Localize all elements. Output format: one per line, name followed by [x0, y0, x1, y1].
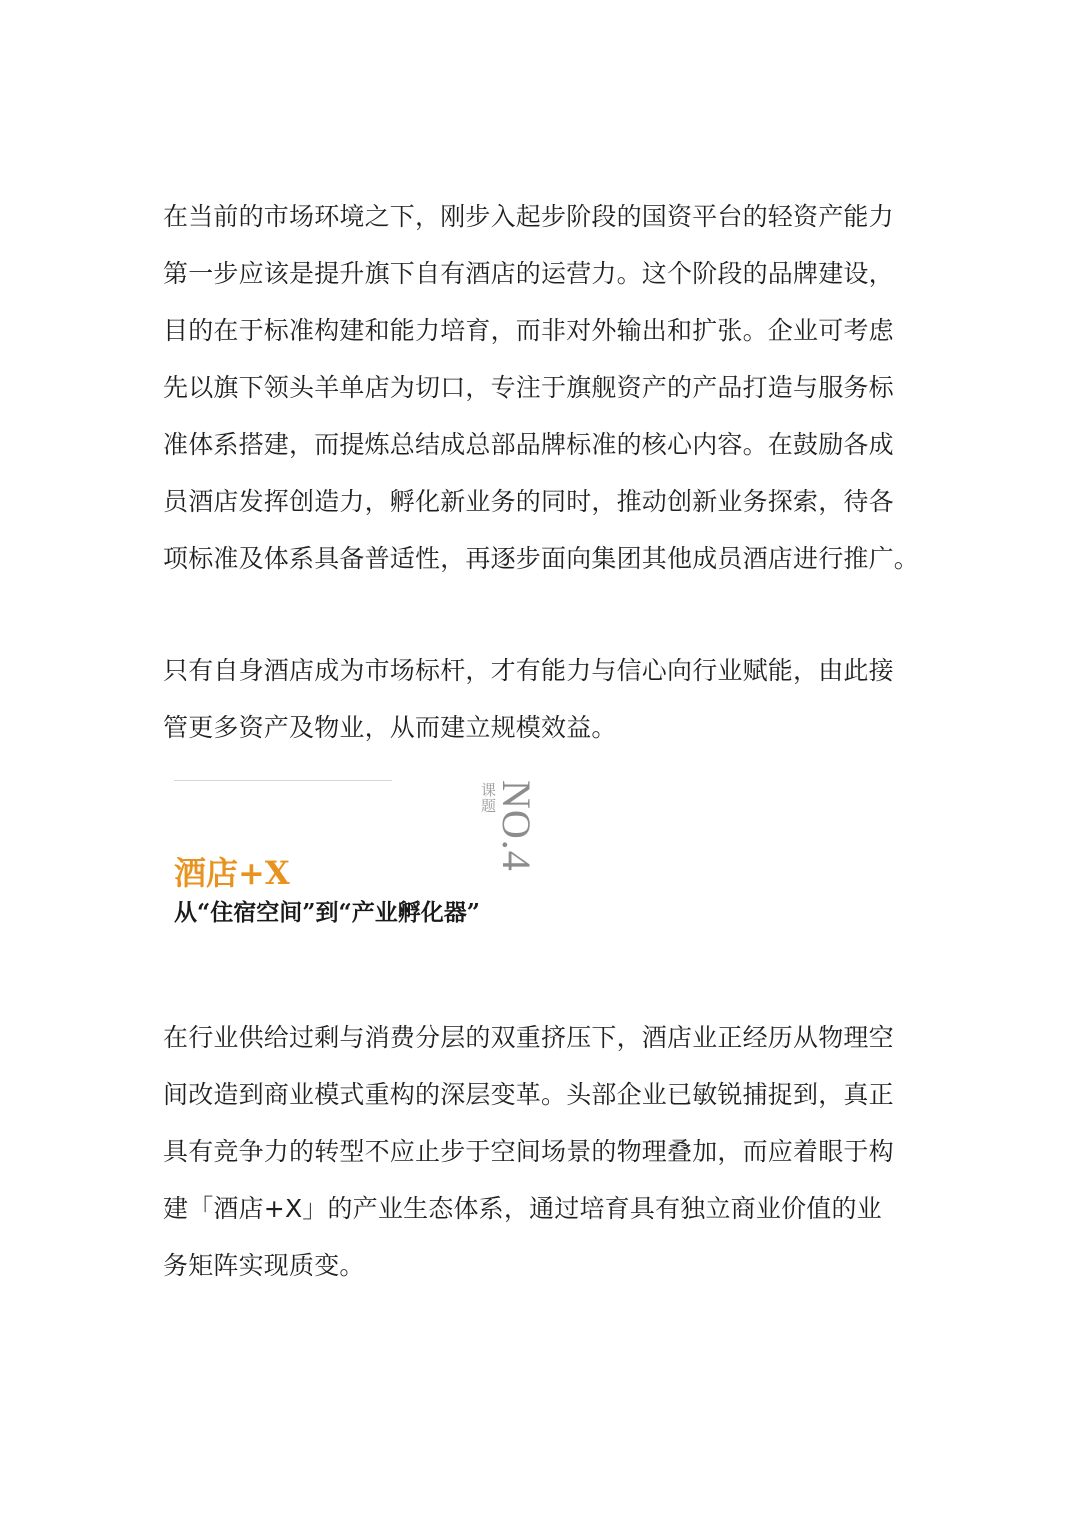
text-line: 务矩阵实现质变。	[163, 1251, 365, 1280]
text-line: 目的在于标准构建和能力培育，而非对外输出和扩张。企业可考虑	[163, 316, 894, 345]
text-line: 建「酒店+X」的产业生态体系，通过培育具有独立商业价值的业	[163, 1194, 882, 1223]
text-line: 先以旗下领头羊单店为切口，专注于旗舰资产的产品打造与服务标	[163, 373, 894, 402]
paragraph-hotel-x	[163, 1009, 923, 1294]
text-line: 只有自身酒店成为市场标杆，才有能力与信心向行业赋能，由此接	[163, 656, 894, 685]
text-line: 在当前的市场环境之下，刚步入起步阶段的国资平台的轻资产能力	[163, 202, 894, 231]
text-line: 管更多资产及物业，从而建立规模效益。	[163, 713, 617, 742]
text-line: 具有竞争力的转型不应止步于空间场景的物理叠加，而应着眼于构	[163, 1137, 894, 1166]
text-line: 项标准及体系具备普适性，再逐步面向集团其他成员酒店进行推广。	[163, 544, 920, 573]
text-line: 准体系搭建，而提炼总结成总部品牌标准的核心内容。在鼓励各成	[163, 430, 894, 459]
section-subtitle: 从“住宿空间”到“产业孵化器”	[174, 899, 480, 926]
paragraph-benchmark	[163, 642, 923, 756]
text-line: 第一步应该是提升旗下自有酒店的运营力。这个阶段的品牌建设，	[163, 259, 894, 288]
paragraph-intro	[163, 188, 923, 587]
section-label: 课题	[479, 782, 497, 814]
section-divider	[174, 780, 392, 781]
section-number: NO.4	[494, 780, 539, 872]
text-line: 间改造到商业模式重构的深层变革。头部企业已敏锐捕捉到，真正	[163, 1080, 894, 1109]
text-line: 在行业供给过剩与消费分层的双重挤压下，酒店业正经历从物理空	[163, 1023, 894, 1052]
section-title: 酒店+X	[174, 854, 290, 892]
text-line: 员酒店发挥创造力，孵化新业务的同时，推动创新业务探索，待各	[163, 487, 894, 516]
